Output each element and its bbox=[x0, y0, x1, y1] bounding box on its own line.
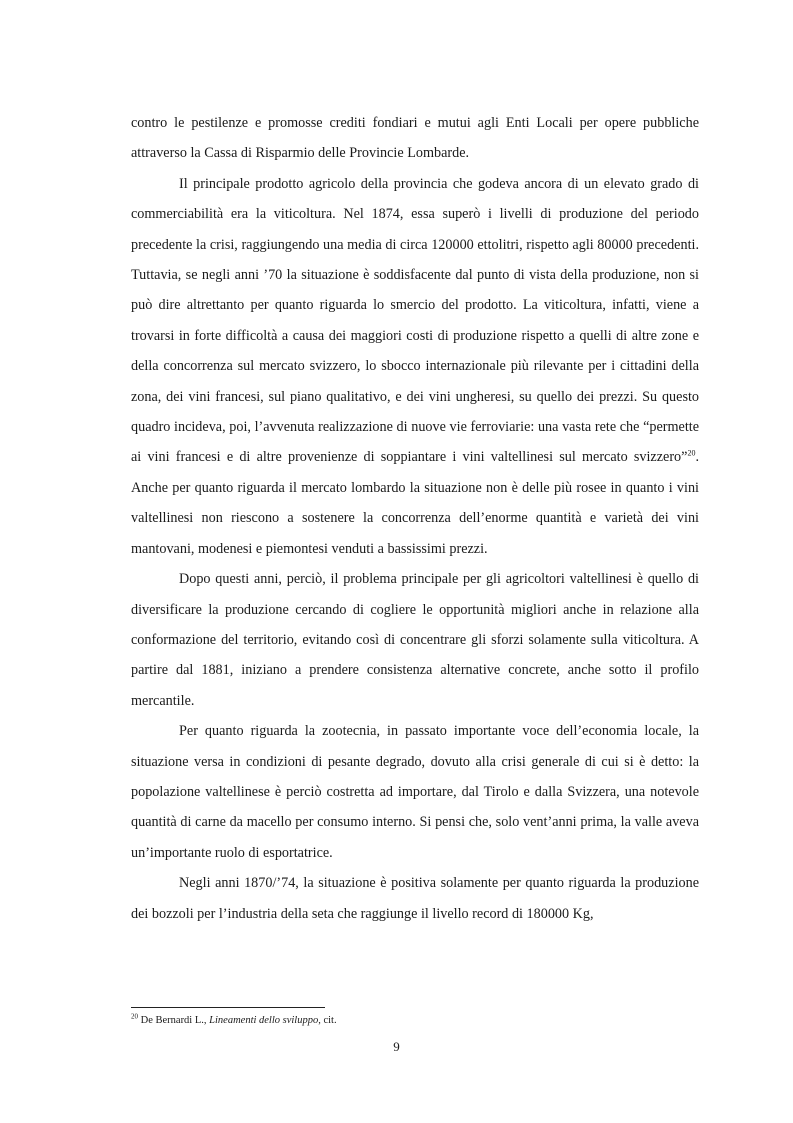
paragraph-4: Per quanto riguarda la zootecnia, in passato importante voce dell’economia locale, la situazione versa in condizioni di pesante degrado, dovuto alla crisi generale di cui si è detto: la popolazione valtellinese è perciò costretta ad importare, dal Tirolo e dalla Svizzera, una notevole quantità di carne da macello per consumo interno. Si pensi che, solo vent’anni prima, la valle aveva un’importante ruolo di esportatrice. bbox=[131, 723, 699, 861]
page-number: 9 bbox=[393, 1039, 400, 1054]
paragraph-2-text: Il principale prodotto agricolo della provincia che godeva ancora di un elevato grado di commerciabilità era la viticoltura. Nel 1874, essa superò i livelli di produzione del periodo precedente la crisi, raggiungendo una media di circa 120000 ettolitri, rispetto agli 80000 precedenti. Tuttavia, se negli anni ’70 la situazione è soddisfacente dal punto di vista della produzione, non si può dire altrettanto per quanto riguarda lo smercio del prodotto. La viticoltura, infatti, viene a trovarsi in forte difficoltà a causa dei maggiori costi di produzione rispetto a quelli di altre zone e della concorrenza sul mercato svizzero, lo sbocco internazionale più rilevante per i cittadini della zona, dei vini francesi, sul piano qualitativo, e dei vini ungheresi, su quello dei prezzi. Su questo quadro incideva, poi, l’avvenuta realizzazione di nuove vie ferroviarie: una vasta rete che “permette ai vini francesi e di altre provenienze di soppiantare i vini valtellinesi sul mercato svizzero” bbox=[131, 175, 699, 466]
footnote-title: Lineamenti dello sviluppo bbox=[209, 1015, 319, 1026]
paragraph-3: Dopo questi anni, perciò, il problema principale per gli agricoltori valtellinesi è quello di diversificare la produzione cercando di cogliere le opportunità migliori anche in relazione alla conformazione del territorio, evitando così di concentrare gli sforzi solamente sulla viticoltura. A partire dal 1881, iniziano a prendere consistenza alternative concrete, anche sotto il profilo mercantile. bbox=[131, 571, 699, 709]
paragraph-1: contro le pestilenze e promosse crediti fondiari e mutui agli Enti Locali per opere pubbliche attraverso la Cassa di Risparmio delle Provincie Lombarde. bbox=[131, 115, 699, 162]
paragraph-2 bbox=[131, 169, 699, 564]
footnote-number: 20 bbox=[131, 1012, 138, 1021]
paragraph-5: Negli anni 1870/’74, la situazione è positiva solamente per quanto riguarda la produzione dei bozzoli per l’industria della seta che raggiunge il livello record di 180000 Kg, bbox=[131, 875, 699, 922]
footnote bbox=[131, 1014, 691, 1028]
footnote-suffix: , cit. bbox=[318, 1015, 337, 1026]
paragraph-2-text-continued: . Anche per quanto riguarda il mercato lombardo la situazione non è delle più rosee in quanto i vini valtellinesi non riescono a sostenere la concorrenza dell’enorme quantità e varietà dei vini mantovani, modenesi e piemontesi venduti a bassissimi prezzi. bbox=[131, 449, 699, 557]
footnote-reference[interactable]: 20 bbox=[687, 448, 696, 458]
footnote-author: De Bernardi L., bbox=[140, 1015, 207, 1026]
document-body bbox=[131, 108, 699, 929]
footnote-separator bbox=[131, 1007, 325, 1008]
